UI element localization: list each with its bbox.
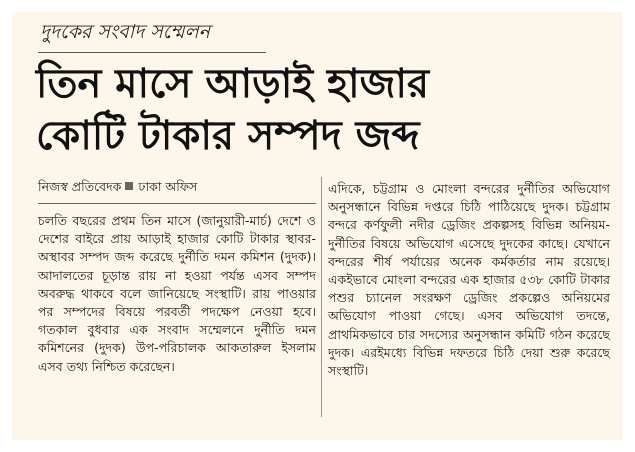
headline [36,58,506,162]
byline-office: ঢাকা অফিস [138,179,198,194]
column-left [38,212,316,376]
kicker-underline [38,52,266,53]
byline-reporter: নিজস্ব প্রতিবেদক [38,179,122,194]
kicker: দুদকের সংবাদ সম্মেলন [40,21,211,43]
byline [38,179,316,199]
paragraph-left: চলতি বছরের প্রথম তিন মাসে (জানুয়ারী-মার্চ) দেশে ও দেশের বাইরে প্রায় আড়াই হাজার কোটি টাকার স্থাবর-অস্থাবর সম্পদ জব্দ করেছে দুর্নীতি দমন কমিশন (দুদক)। আদালতের চূড়ান্ত রায় না হওয়া পর্যন্ত এসব সম্পদ অবরুদ্ধ থাকবে বলে জানিয়েছে সংস্থাটি। রায় পাওয়ার পর সম্পদের বিষয়ে পরবর্তী পদক্ষেপ নেওয়া হবে। গতকাল বুধবার এক সংবাদ সম্মেলনে দুর্নীতি দমন কমিশনের (দুদক) উপ-পরিচালক আকতারুল ইসলাম এসব তথ্য নিশ্চিত করেছেন। [38,213,316,374]
headline-line-1: তিন মাসে আড়াই হাজার [36,61,430,107]
byline-underline [38,203,316,204]
square-bullet-icon [125,182,133,190]
newspaper-clipping [12,12,622,440]
paragraph-right: এদিকে, চট্টগ্রাম ও মোংলা বন্দরের দুর্নীতির অভিযোগ অনুসন্ধানে বিভিন্ন দপ্তরে চিঠি পাঠিয়েছে দুদক। চট্টগ্রাম বন্দরে কর্ণফুলী নদীর ড্রেজিং প্রকল্পসহ বিভিন্ন অনিয়ম-দুর্নীতির বিষয়ে অভিযোগ এসেছে দুদকের কাছে। যেখানে বন্দরের শীর্ষ পর্যায়ের অনেক কর্মকর্তার নাম রয়েছে। একইভাবে মোংলা বন্দরের এক হাজার ৫৩৮ কোটি টাকার পশুর চ্যানেল সংরক্ষণ ড্রেজিং প্রকল্পেও অনিয়মের অভিযোগ পাওয়া গেছে। এসব অভিযোগ তদন্তে, প্রাথমিকভাবে চার সদস্যের অনুসন্ধান কমিটি গঠন করেছে দুদক। এরইমধ্যে বিভিন্ন দফতরে চিঠি দেয়া শুরু করেছে সংস্থাটি। [328,181,610,379]
column-right [328,180,610,380]
column-divider [321,177,322,417]
headline-line-2: কোটি টাকার সম্পদ জব্দ [36,113,420,159]
